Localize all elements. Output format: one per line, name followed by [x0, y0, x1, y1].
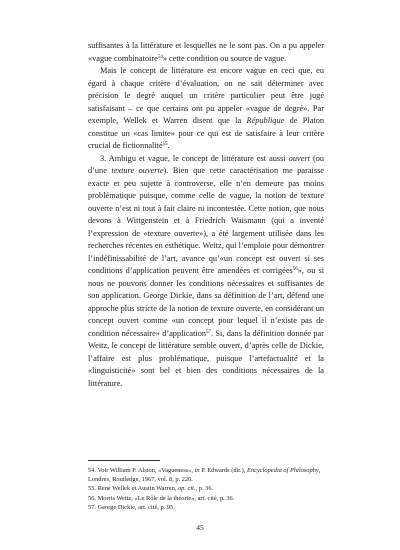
paragraph-text: Mais le concept de littérature est encore vague en ceci que, eu égard à chaque critère d’évaluation, on ne sait déterminer avec précision le degré auquel un critère particulier peut être jugé satisfaisant – ce que certains ont pu appeler «vague de degré». Par exemple, Wellek et Warren disent que la	[88, 66, 324, 125]
paragraph-3	[88, 153, 324, 391]
footnote-55	[88, 484, 324, 493]
page-number: 45	[196, 523, 204, 532]
italic-title: République	[246, 116, 285, 125]
footnote-separator	[88, 460, 160, 461]
paragraph-text: ). Bien que cette caractérisation me paraisse exacte et peu sujette à controverse, elle n’en demeure pas moins problématique puisque, comme celle de vague, la notion de texture ouverte n’est ni tout à fait claire ni incontestée. Cette notion, que nous devons à Wittgenstein et à Friedrich Waismann (qui a inventé l’expression de «texture ouverte»), a été largement utilisée dans les recherches récentes en esthétique. Weitz, qui l’emploie pour démontrer l’indéfinissabilité de l’art, avance qu’«un concept est ouvert si ses conditions d’application peuvent être amendées et corrigées	[88, 166, 324, 275]
paragraph-text: » cette condition ou source de vague.	[162, 53, 287, 63]
footnote-text: Morris Weitz, «Le Rôle de la théorie», art. cité, p. 36.	[96, 494, 235, 502]
paragraph-text: », ou si nous ne pouvons donner les conditions nécessaires et suffisantes de son application. George Dickie, dans sa définition de l’art, défend une approche plus stricte de la notion de texture ouverte, en considérant un concept ouvert comme «un concept pour lequel il n’existe pas de condition nécessaire» d’application	[88, 266, 325, 338]
italic-term: ouvert	[288, 153, 310, 163]
footnote-text: , p. 36.	[195, 485, 214, 493]
footnote-number: 54.	[88, 467, 96, 474]
paragraph-2	[88, 65, 324, 153]
footnote-number: 56.	[88, 494, 96, 502]
paragraph-text: de Platon constitue un «cas limite» pour ce qui est de satisfaire à leur critère crucial de fictionnalité	[88, 116, 325, 150]
paragraph-text: 3. Ambigu et vague, le concept de littérature est aussi	[100, 153, 289, 163]
italic-term: texture ouverte	[111, 166, 164, 175]
footnote-56	[88, 494, 324, 503]
paragraph-1	[88, 40, 324, 65]
footnote-54	[88, 466, 324, 484]
paragraph-text: . Si, dans la définition donnée par Weitz, le concept de littérature semble ouvert, d’après celle de Dickie, l’affaire est plus problématique, puisque l’artefactualité et la «linguisticité» sont bel et bien des conditions nécessaires de la littérature.	[88, 328, 324, 388]
footnote-italic: Encyclopedia of Philosophy	[247, 467, 319, 474]
main-text	[88, 40, 324, 390]
footnote-ref-57: 57	[206, 329, 211, 335]
paragraph-text: .	[167, 141, 170, 150]
footnote-italic: op. cit.	[177, 485, 196, 493]
footnote-text: P. Edwards (dir.),	[199, 467, 248, 474]
footnote-text: , Londres, Routledge, 1967, vol. 8, p. 220.	[88, 467, 321, 484]
footnote-ref-55: 55	[162, 142, 168, 147]
footnotes	[88, 466, 324, 512]
footnote-ref-56: 56	[292, 267, 298, 272]
footnote-italic: in	[194, 467, 200, 474]
footnote-text: Voir William P. Alston, «Vagueness»,	[96, 467, 195, 474]
footnote-ref-54: 54	[157, 54, 163, 60]
footnote-text: George Dickie, art. cité, p. 95.	[96, 503, 175, 511]
footnote-text: René Wellek et Austin Warren,	[96, 485, 178, 493]
footnote-57	[88, 503, 324, 512]
footnote-number: 55.	[88, 485, 96, 493]
paragraph-text: suffisantes à la littérature et lesquelles ne le sont pas. On a pu appeler «vague combinatoire	[88, 41, 324, 63]
footnote-number: 57.	[88, 503, 96, 511]
paragraph-text: (ou d’une	[88, 153, 325, 175]
